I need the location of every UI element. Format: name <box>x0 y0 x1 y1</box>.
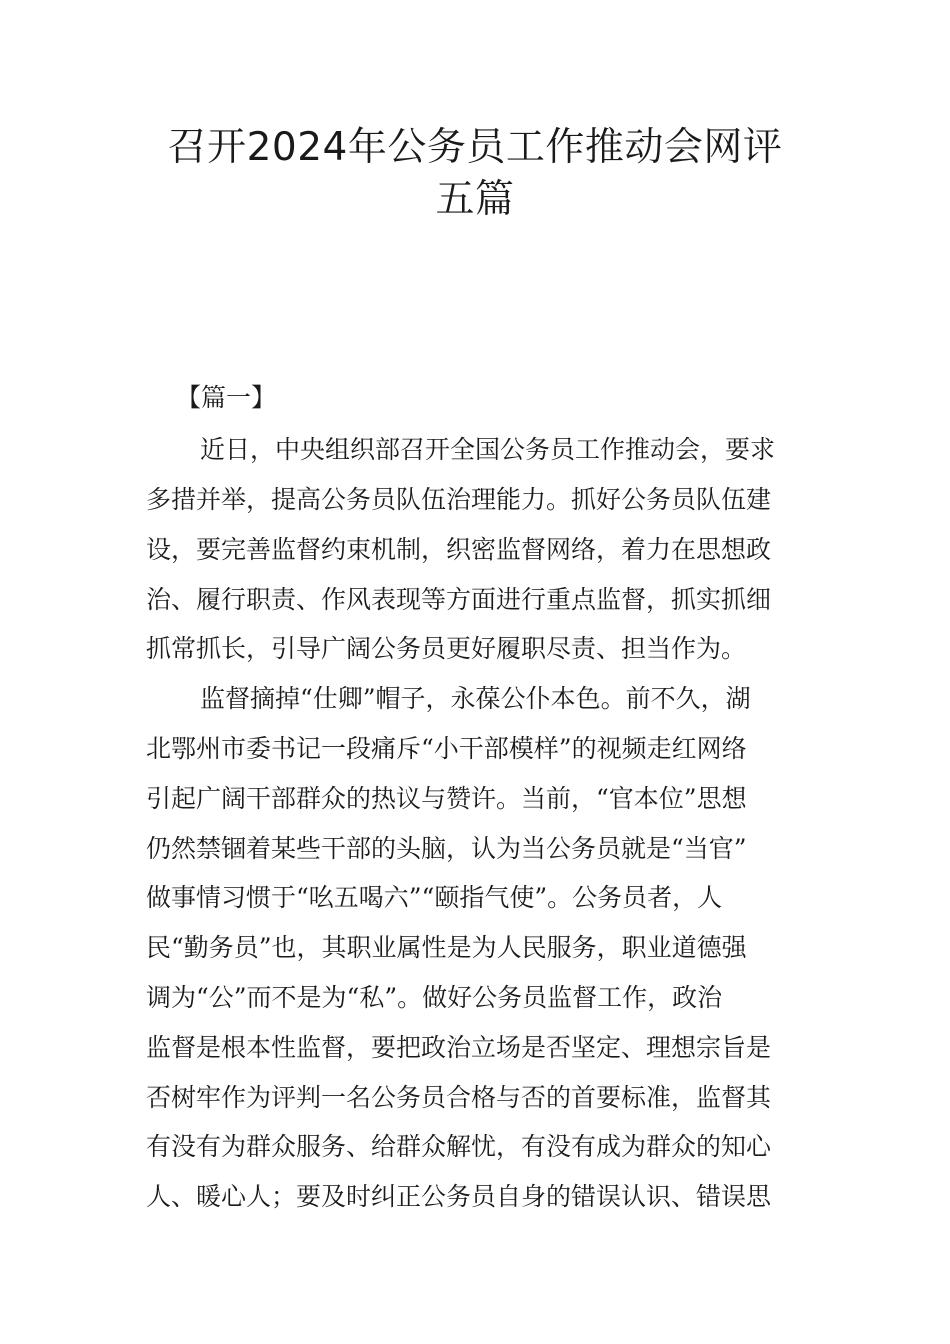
paragraph-line: 引起广阔干部群众的热议与赞许。当前，“官本位”思想 <box>146 784 747 813</box>
paragraph-line: 民“勤务员”也，其职业属性是为人民服务，职业道德强 <box>146 933 747 962</box>
paragraph-line: 抓常抓长，引导广阔公务员更好履职尽责、担当作为。 <box>146 634 747 663</box>
paragraph-line: 做事情习惯于“吆五喝六”“颐指气使”。公务员者，人 <box>146 883 723 912</box>
paragraph-line: 多措并举，提高公务员队伍治理能力。抓好公务员队伍建 <box>146 485 772 514</box>
paragraph-line: 监督摘掉“仕卿”帽子，永葆公仆本色。前不久，湖 <box>200 684 751 713</box>
document-title: 召开2024年公务员工作推动会网评五篇 <box>167 125 783 222</box>
paragraph-line: 调为“公”而不是为“私”。做好公务员监督工作，政治 <box>146 983 723 1012</box>
paragraph-line: 治、履行职责、作风表现等方面进行重点监督，抓实抓细 <box>146 585 772 614</box>
paragraph-line: 监督是根本性监督，要把政治立场是否坚定、理想宗旨是 <box>146 1033 772 1062</box>
paragraph-line: 近日，中央组织部召开全国公务员工作推动会，要求 <box>200 435 776 464</box>
paragraph-line: 人、暖心人；要及时纠正公务员自身的错误认识、错误思 <box>146 1182 772 1211</box>
paragraph-line: 设，要完善监督约束机制，织密监督网络，着力在思想政 <box>146 535 772 564</box>
paragraph-line: 有没有为群众服务、给群众解忧，有没有成为群众的知心 <box>146 1132 772 1161</box>
paragraph-line: 北鄂州市委书记一段痛斥“小干部模样”的视频走红网络 <box>146 734 747 763</box>
paragraph-line: 仍然禁锢着某些干部的头脑，认为当公务员就是“当官” <box>146 834 747 863</box>
section-heading: 【篇一】 <box>176 383 277 412</box>
paragraph-line: 否树牢作为评判一名公务员合格与否的首要标准，监督其 <box>146 1083 772 1112</box>
